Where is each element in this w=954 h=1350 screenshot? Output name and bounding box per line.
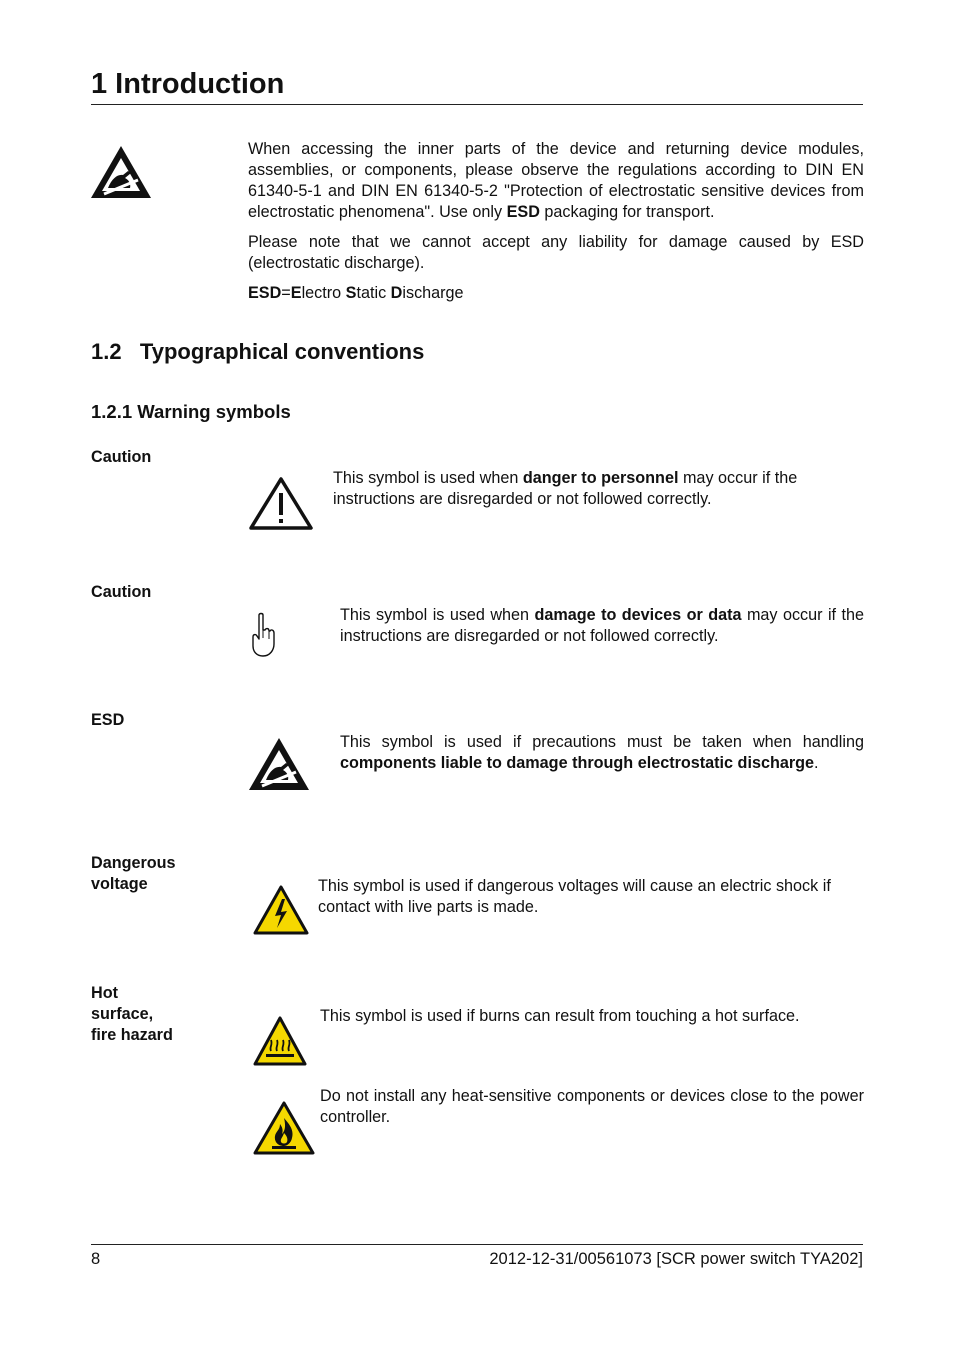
esd-icon-2 (248, 736, 310, 792)
caution-2-text-bold: damage to devices or data (534, 606, 742, 624)
esd-text-c: . (814, 754, 819, 772)
hot-text: This symbol is used if burns can result from touching a hot surface. (320, 1007, 800, 1025)
esd-d: D (390, 284, 403, 302)
caution-2-text-c: may occur if the instructions are disregarded or not followed correctly. (340, 606, 864, 645)
caution-2-text-a: This symbol is used when (340, 606, 535, 624)
caution-text-bold: danger to personnel (522, 469, 679, 487)
caution-text-c: may occur if the instructions are disregarded or not followed correctly. (333, 469, 798, 508)
caution-label: Caution (91, 448, 152, 466)
fire-hazard-icon (252, 1100, 316, 1156)
caution-text (333, 468, 864, 510)
hot-label-line-2: surface, (91, 1005, 154, 1023)
header-rule (91, 104, 863, 105)
esd-lectro: lectro (301, 284, 346, 302)
esd-ischarge: ischarge (402, 284, 464, 302)
fire-text: Do not install any heat-sensitive components or devices close to the power controller. (320, 1087, 864, 1126)
esd-equals: = (281, 284, 291, 302)
hot-label-line-3: fire hazard (91, 1026, 173, 1044)
esd-text-a: This symbol is used if precautions must be taken when handling (340, 733, 864, 751)
caution-2-text (340, 605, 864, 647)
intro-text: When accessing the inner parts of the device and returning device modules, assemblies, or components, please observe the regulations according to DIN EN 61340-5-1 and DIN EN 61340-5-2 "Protection of electrostatic sensitive devices from electrostatic phenomena". Use only (248, 140, 864, 221)
esd-text (340, 732, 864, 774)
esd-icon (90, 144, 152, 200)
chapter-title: 1 Introduction (91, 68, 285, 100)
voltage-label: Dangerous voltage (91, 854, 176, 893)
caution-triangle-icon (248, 475, 314, 531)
intro-esd-bold: ESD (506, 203, 540, 221)
esd-s: S (345, 284, 357, 302)
hot-label (91, 983, 231, 1046)
caution-label-2: Caution (91, 583, 152, 601)
section-title: 1.2 Typographical conventions (91, 339, 425, 364)
subsection-title: 1.2.1 Warning symbols (91, 401, 291, 422)
high-voltage-icon (252, 884, 310, 936)
intro-paragraph-2: Please note that we cannot accept any liability for damage caused by ESD (electrostatic discharge). (248, 233, 864, 272)
hot-label-line-1: Hot (91, 984, 118, 1002)
esd-e: E (290, 284, 302, 302)
esd-tatic: tatic (356, 284, 391, 302)
esd-label: ESD (91, 711, 125, 729)
page-number: 8 (91, 1250, 101, 1268)
caution-text-a: This symbol is used when (333, 469, 523, 487)
footer-rule (91, 1244, 863, 1245)
document-reference: 2012-12-31/00561073 [SCR power switch TYA202] (489, 1250, 863, 1268)
esd-text-bold: components liable to damage through electrostatic discharge (340, 754, 815, 772)
voltage-text: This symbol is used if dangerous voltages will cause an electric shock if contact with live parts is made. (318, 877, 831, 916)
pointing-hand-icon (250, 612, 276, 658)
esd-definition (248, 283, 864, 304)
esd-abbr: ESD (248, 284, 282, 302)
intro-text-end: packaging for transport. (539, 203, 715, 221)
intro-paragraph-1 (248, 139, 864, 223)
hot-surface-icon (252, 1015, 308, 1067)
